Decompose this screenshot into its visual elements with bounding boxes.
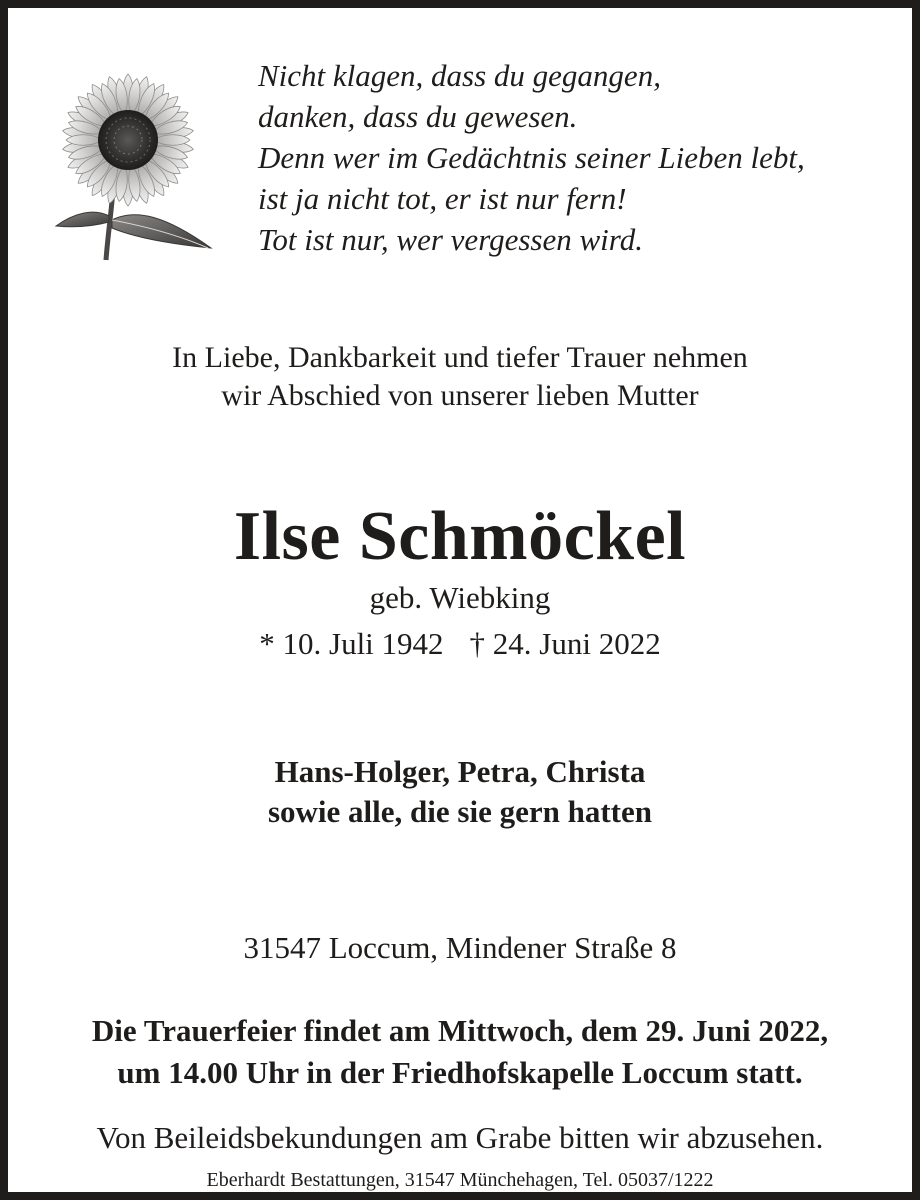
family-line: Hans-Holger, Petra, Christa (274, 754, 646, 789)
birth-name: geb. Wiebking (369, 580, 551, 615)
funeral-line: Die Trauerfeier findet am Mittwoch, dem 29. Juni 2022, (91, 1013, 829, 1048)
funeral-line: um 14.00 Uhr in der Friedhofskapelle Loccum statt. (117, 1055, 803, 1090)
poem-line: Tot ist nur, wer vergessen wird. (258, 222, 643, 257)
family-address: 31547 Loccum, Mindener Straße 8 (243, 930, 677, 965)
poem (258, 55, 805, 260)
funeral-notice (8, 1010, 912, 1094)
family-names (8, 752, 912, 832)
poem-line: Denn wer im Gedächtnis seiner Lieben lebt, (258, 140, 805, 175)
sunflower-icon (36, 48, 226, 263)
funeral-home-footer: Eberhardt Bestattungen, 31547 Münchehagen, Tel. 05037/1222 (206, 1169, 714, 1191)
family-line: sowie alle, die sie gern hatten (267, 794, 652, 829)
intro-text (8, 339, 912, 415)
intro-line: In Liebe, Dankbarkeit und tiefer Trauer nehmen (172, 341, 748, 374)
deceased-name: Ilse Schmöckel (233, 498, 687, 575)
poem-line: ist ja nicht tot, er ist nur fern! (258, 181, 627, 216)
death-date: † 24. Juni 2022 (469, 626, 661, 661)
life-dates (8, 624, 912, 664)
condolence-note: Von Beileidsbekundungen am Grabe bitten wir abzusehen. (96, 1120, 824, 1155)
poem-line: danken, dass du gewesen. (258, 99, 578, 134)
intro-line: wir Abschied von unserer lieben Mutter (221, 379, 699, 412)
birth-date: * 10. Juli 1942 (259, 626, 444, 661)
poem-line: Nicht klagen, dass du gegangen, (258, 58, 661, 93)
